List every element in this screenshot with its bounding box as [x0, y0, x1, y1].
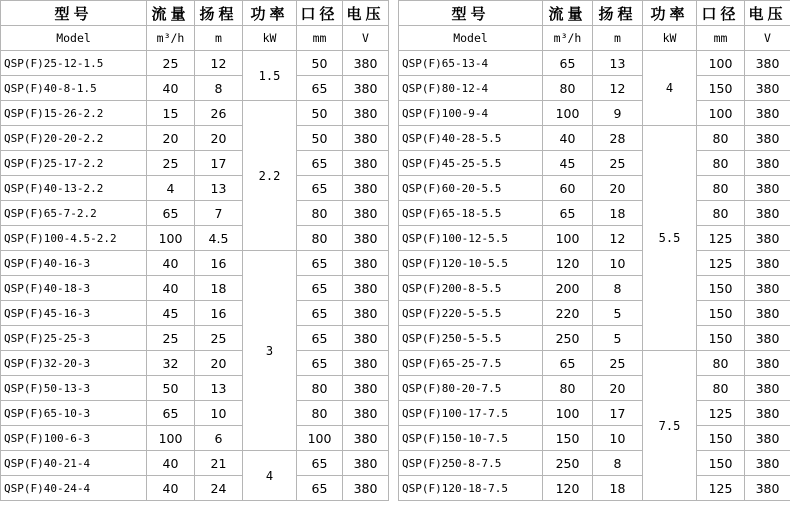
header-model: 型号 — [399, 1, 543, 26]
unit-head: m — [195, 26, 243, 51]
cell-flow: 80 — [543, 376, 593, 401]
cell-model: QSP(F)60-20-5.5 — [399, 176, 543, 201]
cell-voltage: 380 — [745, 326, 790, 351]
cell-caliber: 80 — [697, 201, 745, 226]
cell-caliber: 80 — [697, 126, 745, 151]
unit-power: kW — [243, 26, 297, 51]
cell-voltage: 380 — [343, 76, 389, 101]
cell-caliber: 65 — [297, 151, 343, 176]
cell-model: QSP(F)65-25-7.5 — [399, 351, 543, 376]
cell-head: 21 — [195, 451, 243, 476]
cell-model: QSP(F)200-8-5.5 — [399, 276, 543, 301]
cell-model: QSP(F)25-17-2.2 — [1, 151, 147, 176]
header-model: 型号 — [1, 1, 147, 26]
cell-flow: 25 — [147, 151, 195, 176]
cell-head: 13 — [593, 51, 643, 76]
cell-flow: 40 — [147, 276, 195, 301]
cell-model: QSP(F)100-4.5-2.2 — [1, 226, 147, 251]
cell-flow: 65 — [543, 51, 593, 76]
cell-head: 16 — [195, 301, 243, 326]
cell-model: QSP(F)40-18-3 — [1, 276, 147, 301]
cell-model: QSP(F)65-18-5.5 — [399, 201, 543, 226]
cell-caliber: 50 — [297, 101, 343, 126]
cell-model: QSP(F)100-6-3 — [1, 426, 147, 451]
cell-voltage: 380 — [745, 51, 790, 76]
cell-voltage: 380 — [745, 376, 790, 401]
cell-flow: 150 — [543, 426, 593, 451]
cell-model: QSP(F)40-21-4 — [1, 451, 147, 476]
pump-spec-table-right — [398, 0, 790, 501]
table-row — [1, 426, 389, 451]
cell-model: QSP(F)80-12-4 — [399, 76, 543, 101]
cell-flow: 65 — [147, 401, 195, 426]
table-row — [399, 326, 790, 351]
cell-power: 4 — [243, 451, 297, 501]
cell-flow: 45 — [543, 151, 593, 176]
cell-flow: 45 — [147, 301, 195, 326]
unit-row — [399, 26, 790, 51]
cell-flow: 100 — [543, 401, 593, 426]
cell-voltage: 380 — [745, 151, 790, 176]
cell-voltage: 380 — [745, 226, 790, 251]
cell-flow: 40 — [147, 451, 195, 476]
cell-model: QSP(F)220-5-5.5 — [399, 301, 543, 326]
cell-caliber: 150 — [697, 301, 745, 326]
cell-model: QSP(F)100-12-5.5 — [399, 226, 543, 251]
cell-head: 4.5 — [195, 226, 243, 251]
cell-caliber: 50 — [297, 51, 343, 76]
header-row — [1, 1, 389, 26]
cell-voltage: 380 — [343, 226, 389, 251]
cell-head: 8 — [593, 276, 643, 301]
cell-flow: 100 — [543, 226, 593, 251]
cell-model: QSP(F)40-28-5.5 — [399, 126, 543, 151]
cell-model: QSP(F)250-5-5.5 — [399, 326, 543, 351]
table-row — [1, 176, 389, 201]
cell-caliber: 150 — [697, 76, 745, 101]
table-row — [1, 151, 389, 176]
table-row — [1, 276, 389, 301]
cell-model: QSP(F)65-10-3 — [1, 401, 147, 426]
table-row — [399, 101, 790, 126]
cell-flow: 120 — [543, 476, 593, 501]
cell-caliber: 65 — [297, 476, 343, 501]
header-power: 功率 — [643, 1, 697, 26]
cell-model: QSP(F)45-16-3 — [1, 301, 147, 326]
table-row — [399, 151, 790, 176]
cell-caliber: 65 — [297, 301, 343, 326]
cell-flow: 65 — [543, 201, 593, 226]
cell-head: 12 — [593, 76, 643, 101]
unit-head: m — [593, 26, 643, 51]
cell-head: 18 — [195, 276, 243, 301]
cell-flow: 65 — [147, 201, 195, 226]
cell-flow: 4 — [147, 176, 195, 201]
cell-voltage: 380 — [343, 251, 389, 276]
table-row — [399, 376, 790, 401]
cell-voltage: 380 — [343, 151, 389, 176]
cell-flow: 250 — [543, 326, 593, 351]
cell-flow: 40 — [147, 251, 195, 276]
cell-head: 25 — [195, 326, 243, 351]
table-row — [1, 326, 389, 351]
unit-flow: m³/h — [147, 26, 195, 51]
cell-model: QSP(F)120-18-7.5 — [399, 476, 543, 501]
cell-head: 24 — [195, 476, 243, 501]
cell-voltage: 380 — [745, 276, 790, 301]
cell-flow: 200 — [543, 276, 593, 301]
table-row — [399, 76, 790, 101]
table-row — [1, 101, 389, 126]
cell-power: 4 — [643, 51, 697, 126]
table-row — [1, 351, 389, 376]
cell-caliber: 50 — [297, 126, 343, 151]
cell-model: QSP(F)25-25-3 — [1, 326, 147, 351]
cell-caliber: 100 — [697, 51, 745, 76]
unit-row — [1, 26, 389, 51]
cell-model: QSP(F)25-12-1.5 — [1, 51, 147, 76]
cell-voltage: 380 — [343, 326, 389, 351]
cell-head: 20 — [593, 376, 643, 401]
header-row — [399, 1, 790, 26]
cell-flow: 15 — [147, 101, 195, 126]
cell-head: 9 — [593, 101, 643, 126]
cell-head: 8 — [195, 76, 243, 101]
cell-flow: 120 — [543, 251, 593, 276]
cell-voltage: 380 — [745, 401, 790, 426]
cell-head: 7 — [195, 201, 243, 226]
cell-power: 3 — [243, 251, 297, 451]
cell-caliber: 125 — [697, 226, 745, 251]
cell-model: QSP(F)40-13-2.2 — [1, 176, 147, 201]
cell-model: QSP(F)40-8-1.5 — [1, 76, 147, 101]
cell-caliber: 150 — [697, 426, 745, 451]
header-flow: 流量 — [147, 1, 195, 26]
cell-caliber: 65 — [297, 276, 343, 301]
cell-head: 20 — [195, 351, 243, 376]
cell-head: 13 — [195, 176, 243, 201]
cell-head: 17 — [593, 401, 643, 426]
cell-flow: 25 — [147, 51, 195, 76]
header-voltage: 电压 — [745, 1, 790, 26]
cell-voltage: 380 — [745, 451, 790, 476]
cell-voltage: 380 — [343, 376, 389, 401]
cell-head: 28 — [593, 126, 643, 151]
cell-model: QSP(F)250-8-7.5 — [399, 451, 543, 476]
cell-power: 5.5 — [643, 126, 697, 351]
cell-flow: 60 — [543, 176, 593, 201]
table-row — [399, 476, 790, 501]
cell-flow: 100 — [147, 426, 195, 451]
table-row — [399, 426, 790, 451]
cell-flow: 40 — [543, 126, 593, 151]
cell-model: QSP(F)15-26-2.2 — [1, 101, 147, 126]
pump-spec-table-left — [0, 0, 389, 501]
header-power: 功率 — [243, 1, 297, 26]
cell-model: QSP(F)120-10-5.5 — [399, 251, 543, 276]
cell-voltage: 380 — [745, 76, 790, 101]
table-row — [1, 201, 389, 226]
cell-voltage: 380 — [745, 251, 790, 276]
table-row — [1, 451, 389, 476]
cell-voltage: 380 — [343, 201, 389, 226]
cell-caliber: 65 — [297, 326, 343, 351]
table-row — [399, 51, 790, 76]
cell-caliber: 100 — [297, 426, 343, 451]
cell-model: QSP(F)32-20-3 — [1, 351, 147, 376]
cell-caliber: 80 — [297, 226, 343, 251]
header-caliber: 口径 — [297, 1, 343, 26]
cell-caliber: 125 — [697, 401, 745, 426]
unit-model: Model — [399, 26, 543, 51]
cell-caliber: 65 — [297, 251, 343, 276]
cell-head: 25 — [593, 351, 643, 376]
cell-caliber: 150 — [697, 276, 745, 301]
table-row — [1, 301, 389, 326]
cell-caliber: 80 — [697, 151, 745, 176]
table-row — [399, 351, 790, 376]
header-caliber: 口径 — [697, 1, 745, 26]
cell-power: 2.2 — [243, 101, 297, 251]
cell-head: 10 — [195, 401, 243, 426]
table-row — [399, 126, 790, 151]
cell-flow: 220 — [543, 301, 593, 326]
cell-caliber: 125 — [697, 251, 745, 276]
cell-voltage: 380 — [343, 51, 389, 76]
cell-voltage: 380 — [343, 451, 389, 476]
cell-model: QSP(F)45-25-5.5 — [399, 151, 543, 176]
table-row — [1, 51, 389, 76]
cell-voltage: 380 — [343, 426, 389, 451]
cell-model: QSP(F)65-13-4 — [399, 51, 543, 76]
cell-model: QSP(F)50-13-3 — [1, 376, 147, 401]
cell-caliber: 125 — [697, 476, 745, 501]
cell-head: 10 — [593, 426, 643, 451]
cell-caliber: 80 — [297, 401, 343, 426]
cell-caliber: 80 — [697, 376, 745, 401]
header-flow: 流量 — [543, 1, 593, 26]
cell-head: 17 — [195, 151, 243, 176]
cell-head: 18 — [593, 476, 643, 501]
table-row — [399, 201, 790, 226]
cell-flow: 25 — [147, 326, 195, 351]
table-row — [399, 401, 790, 426]
table-row — [1, 401, 389, 426]
cell-flow: 100 — [147, 226, 195, 251]
cell-caliber: 100 — [697, 101, 745, 126]
cell-caliber: 65 — [297, 451, 343, 476]
cell-head: 25 — [593, 151, 643, 176]
cell-model: QSP(F)65-7-2.2 — [1, 201, 147, 226]
cell-caliber: 65 — [297, 76, 343, 101]
table-row — [1, 126, 389, 151]
cell-head: 6 — [195, 426, 243, 451]
table-row — [1, 476, 389, 501]
cell-model: QSP(F)100-17-7.5 — [399, 401, 543, 426]
cell-voltage: 380 — [745, 126, 790, 151]
cell-head: 10 — [593, 251, 643, 276]
cell-flow: 20 — [147, 126, 195, 151]
unit-flow: m³/h — [543, 26, 593, 51]
cell-power: 7.5 — [643, 351, 697, 501]
header-head: 扬程 — [195, 1, 243, 26]
cell-flow: 65 — [543, 351, 593, 376]
cell-voltage: 380 — [745, 101, 790, 126]
cell-caliber: 80 — [297, 201, 343, 226]
cell-head: 20 — [195, 126, 243, 151]
cell-flow: 80 — [543, 76, 593, 101]
cell-head: 20 — [593, 176, 643, 201]
unit-power: kW — [643, 26, 697, 51]
cell-voltage: 380 — [745, 301, 790, 326]
cell-caliber: 150 — [697, 451, 745, 476]
unit-model: Model — [1, 26, 147, 51]
cell-caliber: 80 — [297, 376, 343, 401]
cell-voltage: 380 — [343, 101, 389, 126]
cell-voltage: 380 — [343, 276, 389, 301]
table-row — [1, 376, 389, 401]
cell-voltage: 380 — [745, 201, 790, 226]
cell-voltage: 380 — [343, 401, 389, 426]
cell-head: 12 — [195, 51, 243, 76]
cell-flow: 40 — [147, 76, 195, 101]
cell-voltage: 380 — [343, 476, 389, 501]
cell-voltage: 380 — [343, 126, 389, 151]
table-row — [399, 451, 790, 476]
table-row — [399, 226, 790, 251]
table-row — [1, 76, 389, 101]
table-row — [1, 251, 389, 276]
cell-flow: 50 — [147, 376, 195, 401]
cell-head: 5 — [593, 301, 643, 326]
cell-head: 5 — [593, 326, 643, 351]
cell-model: QSP(F)40-16-3 — [1, 251, 147, 276]
cell-head: 12 — [593, 226, 643, 251]
unit-caliber: mm — [297, 26, 343, 51]
unit-voltage: V — [343, 26, 389, 51]
cell-model: QSP(F)150-10-7.5 — [399, 426, 543, 451]
cell-head: 13 — [195, 376, 243, 401]
cell-model: QSP(F)100-9-4 — [399, 101, 543, 126]
cell-model: QSP(F)20-20-2.2 — [1, 126, 147, 151]
table-row — [399, 276, 790, 301]
cell-caliber: 65 — [297, 176, 343, 201]
cell-caliber: 65 — [297, 351, 343, 376]
cell-voltage: 380 — [745, 426, 790, 451]
cell-caliber: 80 — [697, 176, 745, 201]
table-row — [399, 301, 790, 326]
cell-head: 26 — [195, 101, 243, 126]
cell-model: QSP(F)80-20-7.5 — [399, 376, 543, 401]
cell-caliber: 150 — [697, 326, 745, 351]
cell-voltage: 380 — [343, 351, 389, 376]
cell-flow: 100 — [543, 101, 593, 126]
cell-head: 8 — [593, 451, 643, 476]
table-row — [1, 226, 389, 251]
cell-voltage: 380 — [745, 176, 790, 201]
cell-voltage: 380 — [745, 476, 790, 501]
unit-caliber: mm — [697, 26, 745, 51]
cell-flow: 250 — [543, 451, 593, 476]
cell-voltage: 380 — [343, 176, 389, 201]
cell-head: 18 — [593, 201, 643, 226]
unit-voltage: V — [745, 26, 790, 51]
cell-flow: 32 — [147, 351, 195, 376]
header-head: 扬程 — [593, 1, 643, 26]
cell-voltage: 380 — [745, 351, 790, 376]
table-row — [399, 176, 790, 201]
cell-model: QSP(F)40-24-4 — [1, 476, 147, 501]
header-voltage: 电压 — [343, 1, 389, 26]
cell-head: 16 — [195, 251, 243, 276]
cell-caliber: 80 — [697, 351, 745, 376]
cell-power: 1.5 — [243, 51, 297, 101]
cell-voltage: 380 — [343, 301, 389, 326]
table-row — [399, 251, 790, 276]
cell-flow: 40 — [147, 476, 195, 501]
